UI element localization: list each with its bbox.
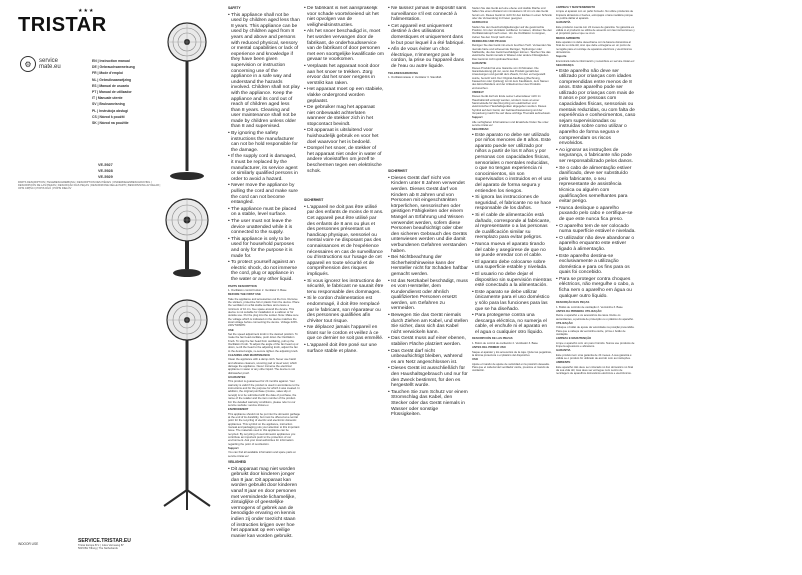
safety-bullet: • Ne laissez jamais le dispositif sans surveillance s'il est connecté à l'alimentation. bbox=[388, 6, 468, 23]
safety-bullet: • Si ignora las instrucciones de seguridad, el fabricante no se hace responsable de los daños. bbox=[472, 195, 552, 212]
safety-bullet: • This appliance is only to be used for household purposes and only for the purpose it is made for. bbox=[228, 237, 300, 259]
safety-bullet: • Ist das Netzkabel beschädigt, muss es vom Hersteller, dem Kundendienst oder ähnlich qualifizierten Personen ersetzt werden, um Gefahren zu vermeiden. bbox=[388, 279, 468, 313]
section-heading: GARANTIA bbox=[556, 349, 571, 353]
model-number: VE-5927 bbox=[98, 163, 113, 167]
language-item: NL | Gebruiksaanwijzing bbox=[92, 77, 132, 82]
section-heading: SAFETY bbox=[228, 6, 241, 10]
section-heading: ANTES DA PRIMEIRA UTILIZAÇÃO bbox=[556, 309, 602, 313]
address-line: 5015 BH Tilburg | The Netherlands bbox=[78, 547, 118, 551]
section-heading: USO bbox=[472, 358, 478, 362]
section-text: Este producto cuenta con 24 meses de garantía. Su garantía es válida si el producto se utiliza de acuerdo con las instrucciones y el propósito para el que se creó. bbox=[556, 25, 635, 36]
section-heading: REINIGUNG UND PFLEGE bbox=[472, 40, 507, 44]
section-heading: UTILIZAÇÃO bbox=[556, 321, 573, 325]
safety-bullet: • Si vous ignorez les instructions de sécurité, le fabricant ne saurait être tenu responsable des dommages. bbox=[304, 279, 384, 296]
model-number: VE-5929 bbox=[98, 175, 113, 179]
safety-bullet: • L'appareil ne doit pas être utilisé par des enfants de moins de 8 ans. Cet appareil peut être utilisé par des enfants de 8 ans ou plus et des personnes présentant un handicap physique, sensoriel ou mental voire ne disposant pas des connaissances et de l'expérience nécessaires en cas de surveillance ou d'instructions sur l'usage de cet appareil en toute sécurité et de compréhension des risques impliqués. bbox=[304, 205, 384, 278]
safety-bullet: • Das Gerät darf nicht unbeaufsichtigt bleiben, während es am Netz angeschlossen ist. bbox=[388, 349, 468, 366]
section-heading: DESCRIÇÃO DAS PEÇAS bbox=[556, 301, 590, 305]
section-text: This appliance should not be put into the domestic garbage at the end of its durability, but must be offered at a central point for the recycling of electric and electronic domestic appliances. This symbol on the appliance, instruction manual and packaging puts your attention to this important issue. The materials used in this appliance can be recycled. By recycling of used domestic appliances you contribute an important push to the protection of our environment. Ask your local authorities for information regarding the point of recollection. bbox=[228, 412, 300, 446]
section-heading: UMWELT bbox=[472, 90, 484, 94]
language-item: SK | Návod na použitie bbox=[92, 121, 129, 126]
safety-bullet: • Para se proteger contra choques eléctricos, não mergulhe o cabo, a ficha nem o aparelho em água ou qualquer outro líquido. bbox=[556, 277, 636, 299]
indoor-use-label: INDOOR USE bbox=[18, 542, 39, 546]
tristar-logo: TRISTAR bbox=[18, 14, 107, 36]
safety-bullet: • Bei Nichtbeachtung der Sicherheitshinweise kann der Hersteller nicht für Schäden haftbar gemacht werden. bbox=[388, 255, 468, 277]
section-text: 1. Botão de controlo de oscilação 2. Ventoinha 3. Base bbox=[556, 305, 623, 309]
section-heading: TEILEBESCHREIBUNG bbox=[388, 71, 419, 75]
section-text: Clean the appliance with a damp cloth. Never use harsh and abrasive cleaners, scouring pad or steel wool, which damage the appliance. Never immerse the electrical appliance in water or any other liquid. The device is not dishwasher proof. bbox=[228, 358, 297, 375]
column-nl-fr bbox=[304, 6, 384, 571]
section-heading: SICHERHEIT bbox=[304, 198, 324, 203]
safety-bullet: • El aparato debe colocarse sobre una superficie estable y nivelada. bbox=[472, 260, 552, 271]
section-heading: GUARANTEE bbox=[228, 376, 246, 380]
section-heading: LIMPEZA E MANUTENÇÃO bbox=[556, 337, 592, 341]
section-heading: ENVIRONMENT bbox=[228, 408, 249, 412]
safety-bullet: • This appliance shall not be used by children aged less than 8 years. This appliance can be used by children aged from 8 years and above and persons with reduced physical, sensory or mental capabilities or lack of experience and knowledge if they have been given supervision or instruction concerning use of the appliance in a safe way and understand the hazards involved. Children shall not play with the appliance. Keep the appliance and its cord out of reach of children aged less than 8 years. Cleaning and user maintenance shall not be made by children unless older than 8 and supervised. bbox=[228, 13, 300, 130]
safety-bullet: • El usuario no debe dejar el dispositivo sin supervisión mientras esté conectado a la alimentación. bbox=[472, 272, 552, 289]
safety-bullet: • Si el cable de alimentación está dañado, corresponde al fabricante, al representante o a las personas de cualificación similar su reemplazo para evitar peligros. bbox=[472, 213, 552, 241]
address-line: Tristar Europe B.V. | Jules Verneweg 87 bbox=[78, 544, 124, 547]
section-heading: PARTS DESCRIPTION bbox=[228, 284, 257, 288]
safety-bullet: • Het apparaat moet op een stabiele, vlakke ondergrond worden geplaatst. bbox=[304, 87, 384, 104]
section-heading: SEGURIDAD bbox=[472, 128, 489, 132]
safety-bullet: • Este aparelho não deve ser utilizado por crianças com idades compreendidas entre menos de 8 anos. Este aparelho pode ser utilizado por crianças com mais de 8 anos e por pessoas com capacidades físicas, sensoriais ou mentais reduzidas, ou com falta de experiência e conhecimentos, caso sejam supervisionadas ou instruídas sobre como utilizar o aparelho de forma segura e compreendam os riscos envolvidos. bbox=[556, 69, 636, 147]
safety-bullet: • Das Gerät muss auf einer ebenen, stabilen Fläche platziert werden. bbox=[388, 336, 468, 347]
section-text: Set the speed adjustment knob in the desired position. To make the fan head oscillate, push down the Oscillation Knob. To stop the fan head from oscillating, pull up the Oscillation Knob. To adjust the angle of the fan head up or down, re-tilt the head to the adjusting knob, adjust the fan to the desired angle, re-secure tighten the adjusting knob. bbox=[228, 332, 299, 353]
language-item: DE | Gebrauchsanweisung bbox=[92, 65, 135, 70]
brand-sidebar bbox=[18, 8, 161, 564]
section-text: 1. Oscillation control button 2. Ventilator 3. Base bbox=[228, 288, 287, 292]
pedestal-fan-1-image bbox=[168, 23, 206, 180]
safety-bullet: • Nunca mueva el aparato tirando del cable y asegúrese de que no se puede enredar con el cable. bbox=[472, 242, 552, 259]
safety-bullet: • Ao ignorar as instruções de segurança, o fabricante não pode ser responsabilizado pelos danos. bbox=[556, 148, 636, 165]
language-item: SV | Bruksanvisning bbox=[92, 102, 125, 107]
safety-bullet: • Dit apparaat is uitsluitend voor huishoudelijk gebruik en voor het doel waarvoor het is bedoeld. bbox=[304, 128, 384, 145]
safety-bullet: • Als het snoer beschadigd is, moet het worden vervangen door de fabrikant, de onderhoudsservice van de fabrikant of door personen met een soortgelijke kwalificatie om gevaar te voorkomen. bbox=[304, 29, 384, 63]
section-heading: Support bbox=[228, 446, 239, 450]
section-text: Este aparelho não deve ser colocado no lixo doméstico no final da sua vida útil, mas deve ser entregue num centro de reciclagem de aparelhos domésticos eléctricos e electrónicos. bbox=[556, 365, 634, 376]
column-de-es bbox=[472, 6, 552, 571]
language-item: EN | Instruction manual bbox=[92, 59, 130, 63]
safety-bullet: • Dompel het snoer, de stekker of het apparaat niet onder in water of andere vloeistoffen om jezelf te beschermen tegen een elektrische schok. bbox=[304, 146, 384, 174]
safety-bullet: • To protect yourself against an electric shock, do not immerse the cord, plug or appliance in the water or any other liquid. bbox=[228, 260, 300, 282]
service-url: SERVICE.TRISTAR.EU bbox=[78, 538, 131, 544]
section-text: Limpie el aparato con un paño húmedo. No utilice productos de limpieza abrasivos o fuertes, estropajos o lana metálica porque se podría dañar el aparato. bbox=[556, 10, 634, 21]
section-text: 1. Oszillationstaste 2. Ventilator 3. Standfuß bbox=[388, 75, 442, 79]
service-icon: ⚙ bbox=[20, 56, 36, 72]
safety-bullet: • Afin de vous éviter un choc électrique, n'immergez pas le cordon, la prise ou l'appareil dans de l'eau ou autre liquide. bbox=[388, 47, 468, 69]
section-heading: CLEANING AND MAINTENANCE bbox=[228, 354, 271, 358]
section-text: Dieses Gerät darf am Ende seiner Lebensdauer nicht im Haushaltsmüll entsorgt werden, sondern muss an einer Sammelstelle für das Recycling von elektrischen und elektronischen Haushaltsgeräten abgegeben werden. Dieses Symbol auf dem Gerät, der Gebrauchsanweisung und der Verpackung macht Sie auf diese wichtige Thematik aufmerksam. bbox=[472, 95, 551, 115]
safety-bullet: • Para protegerse contra una descarga eléctrica, no sumerja el cable, el enchufe ni el aparato en el agua o cualquier otro líquido. bbox=[472, 313, 552, 335]
safety-bullet: • Dieses Gerät ist ausschließlich für den Haushaltsgebrauch und nur für den Zweck bestimmt, für den es hergestellt wurde. bbox=[388, 366, 468, 388]
language-item: IT | Manuale utente bbox=[92, 96, 123, 101]
language-item: FR | Mode d'emploi bbox=[92, 71, 123, 76]
safety-bullet: • By ignoring the safety instructions the manufacturer can not be hold responsible for the damage. bbox=[228, 131, 300, 153]
safety-bullet: • If the supply cord is damaged, it must be replaced by the manufacturer, its service agent or similarly qualified persons in order to avoid a hazard. bbox=[228, 154, 300, 182]
section-heading: MEDIO AMBIENTE bbox=[556, 36, 581, 40]
language-item: CS | Návod k použití bbox=[92, 114, 125, 119]
section-text: This product is guaranteed for 24 months against. Your warranty is valid if the product is used in accordance to the instructions and for the purpose for which it was created. In addition, the original purchase (invoice, sales slip or receipt) is to be submitted with the date of purchase, the name of the retailer and the item number of the product. For the detailed warranty conditions, please refer to our service website: service.tristar.eu bbox=[228, 380, 300, 407]
model-list bbox=[98, 162, 113, 180]
section-text: Dieses Produkt hat eine Garantie von 24 Monaten. Die Garantieleistung gilt nur, wenn das Produkt gemäß den Anweisungen und gemäß dem Zweck, für den es hergestellt wurde, benutzt wird. Der Original-Kaufbeleg (Rechnung, Kassenbon oder Quittung) ist mit dem Kaufdatum, dem Namen des Einzelhändlers und der Artikelnummer des Produkts einzureichen. bbox=[472, 66, 549, 90]
service-badge bbox=[20, 56, 61, 72]
section-text: You can find all available information and spare parts at service.tristar.eu! bbox=[228, 451, 296, 458]
section-heading: AMBIENTE bbox=[556, 361, 571, 365]
language-item: ES | Manual de usuario bbox=[92, 83, 130, 88]
fan-product-images bbox=[150, 20, 225, 540]
section-heading: GARANTÍA bbox=[556, 21, 571, 25]
model-number: VE-5928 bbox=[98, 169, 113, 173]
section-heading: GEBRAUCH bbox=[472, 21, 488, 25]
section-heading: ANTES DEL PRIMER USO bbox=[472, 346, 506, 350]
section-text: Stellen Sie das Gerät auf eine ebene und stabile Fläche und halten Sie einen Abstand von mindestens 10 cm um das Gerät herum ein. Dieses Gerät ist nicht für den Einbau in einen Schrank oder die Verwendung im Freien geeignet. bbox=[472, 7, 552, 21]
section-text: 1. Botón de control de oscilación 2. Ventilador 3. Base bbox=[472, 341, 538, 345]
safety-bullet: • Dit apparaat mag niet worden gebruikt door kinderen jonger dan 8 jaar. Dit apparaat kan worden gebruikt door kinderen vanaf 8 jaar en door personen met verminderde lichamelijke, zintuiglijke of geestelijke vermogens of gebrek aan de benodigde ervaring en kennis indien zij onder toezicht staan of instructies krijgen over hoe het apparaat op een veilige manier kan worden gebruikt. bbox=[228, 467, 300, 540]
section-heading: Support bbox=[472, 116, 483, 120]
safety-bullet: • Este aparato no debe ser utilizado por niños menores de 8 años. Este aparato puede ser utilizado por niños a partir de los 8 años y por personas con capacidades físicas, sensoriales o mentales reducidas, o que no tengan experiencia ni conocimientos, sin son supervisados o instruidos en el uso del aparato de forma segura y entienden los riesgos. bbox=[472, 133, 552, 195]
safety-bullet: • Nunca desloque o aparelho puxando pelo cabo e certifique-se de que este nunca fica preso. bbox=[556, 206, 636, 223]
section-text: Limpe o aparelho com um pano húmido. Nunca use produtos de limpeza agressivos e abrasivos. bbox=[556, 341, 635, 349]
safety-bullet: • Este aparelho destina-se exclusivamente a utilização doméstica e para os fins para os quais foi concebido. bbox=[556, 254, 636, 276]
section-text: Reinigen Sie das Gerät mit einem feuchten Tuch. Verwenden Sie niemals harte und scheuernde Reiniger, Topfreiniger oder Stahlwolle, die das Gerät beschädigen können. Tauchen Sie das elektrische Gerät niemals in Wasser oder andere Flüssigkeiten. Das Gerät ist nicht spülmaschinenfest. bbox=[472, 44, 552, 61]
safety-bullet: • De fabrikant is niet aansprakelijk voor schade voortvloeiend uit het niet opvolgen van de veiligheidsinstructies. bbox=[304, 6, 384, 28]
column-fr-de bbox=[388, 6, 468, 571]
section-text: Ajuste el mando de ajuste de velocidad en la posición deseada. Para que el cabezal del ventilador oscile, presione el mando de oscilación. bbox=[472, 362, 550, 373]
safety-bullet: • Si le cordon d'alimentation est endommagé, il doit être remplacé par le fabricant, son réparateur ou des personnes qualifiées afin d'éviter tout risque. bbox=[304, 296, 384, 324]
section-text: Retire o aparelho e os acessórios da caixa. Retire os autocolantes, a película de protecção ou o plástico do aparelho. bbox=[556, 314, 634, 321]
safety-bullet: • Este aparato se debe utilizar únicamente para el uso doméstico y sólo para las funciones para las que se ha diseñado. bbox=[472, 290, 552, 312]
desk-fan-image bbox=[166, 199, 208, 277]
safety-bullet: • Ne déplacez jamais l'appareil en tirant sur le cordon et veillez à ce que ce dernier ne soit pas emmêlé. bbox=[304, 325, 384, 342]
section-heading: BEFORE THE FIRST USE bbox=[228, 293, 261, 297]
safety-bullet: • Dieses Gerät darf nicht von Kindern unter 8 Jahren verwendet werden. Dieses Gerät darf von Kindern ab 8 Jahren und von Personen mit eingeschränkten körperlichen, sensorischen oder geistigen Fähigkeiten oder einem Mangel an Erfahrung und Wissen verwendet werden, sofern diese Personen beaufsichtigt oder über den sicheren Gebrauch des Geräts unterwiesen werden und die damit verbundenen Gefahren verstanden haben. bbox=[388, 176, 468, 254]
language-item: PL | Instrukcja obsługi bbox=[92, 108, 129, 113]
section-heading: LIMPIEZA Y MANTENIMIENTO bbox=[556, 6, 596, 9]
parts-description-languages: PARTS DESCRIPTION | TEILEBESCHREIBUNG | DESCRIPTION DES PIÈCES | ONDERDELENBESCHRIJVING | DESCRIPCIÓN DE LAS PIEZAS | DESCRIÇÃO DAS PEÇAS | DESCRIZIONE DELLE PARTI | BESKRIVNING AV DELAR | OPIS CZĘŚCI | POPIS DÍLŮ | POPIS DIELOV bbox=[18, 181, 161, 191]
section-heading: Soporte bbox=[556, 55, 567, 59]
safety-bullet: • O utilizador não deve abandonar o aparelho enquanto este estiver ligado à alimentação. bbox=[556, 236, 636, 253]
language-list bbox=[92, 58, 135, 126]
section-text: Este produto tem uma garantia de 24 meses. A sua garantia é válida se o produto for utilizado de acordo com as instruções. bbox=[556, 353, 632, 361]
section-text: Stellen Sie den Geschwindigkeitsregler auf die gewünschte Position. Um den Ventilator oszillieren zu lassen, drücken Sie den Oszillationsknopf nach unten. Um die Oszillation zu stoppen, ziehen Sie den Knopf nach oben. bbox=[472, 25, 552, 39]
section-heading: GARANTIE bbox=[472, 62, 487, 66]
safety-bullet: • Verplaats het apparaat nooit door aan het snoer te trekken. Zorg ervoor dat het snoer nergens in verstrikt kan raken. bbox=[304, 64, 384, 86]
logo-stars-icon: ★★★ bbox=[78, 8, 95, 14]
safety-bullet: • Never move the appliance by pulling the cord and make sure the cord can not become entangled. bbox=[228, 183, 300, 205]
stand-fan-image bbox=[164, 300, 210, 510]
section-text: Take the appliance and accessories out the box. Remove the stickers, protective foil or plastic from the device. Place the ventilator on a flat stable surface and ensure a minimum of 10 cm. free space around the device. This device is not suitable for installation in a cabinet or for outside use. Put the plug into the socket. Note: Make sure the voltage which is indicated on the device matches the local voltage before connecting the device. Voltage 220V-240V 50/60Hz. bbox=[228, 297, 300, 328]
section-heading: SICHERHEIT bbox=[388, 169, 408, 174]
section-text: Alle verfügbaren Informationen und Ersatzteile finden Sie unter service.tristar.eu! bbox=[472, 120, 549, 127]
safety-bullet: • The user must not leave the device unattended while it is connected to the supply. bbox=[228, 219, 300, 236]
footer-contact bbox=[78, 538, 148, 550]
section-text: Saque el aparato y los accesorios de la caja. Quite las pegatinas, la lámina protectora o el plástico del dispositivo. bbox=[472, 350, 552, 357]
safety-bullet: • Se o cabo de alimentação estiver danificado, deve ser substituído pelo fabricante, o seu representante de assistência técnica ou alguém com qualificações semelhantes para evitar perigo. bbox=[556, 166, 636, 205]
safety-bullet: • The appliance must be placed on a stable, level surface. bbox=[228, 207, 300, 218]
service-line2: mate.eu bbox=[39, 64, 61, 70]
safety-bullet: • O aparelho tem de ser colocado numa superfície estável e nivelada. bbox=[556, 224, 636, 235]
language-item: PT | Manual de utilizador bbox=[92, 90, 132, 95]
safety-bullet: • Cet appareil est uniquement destiné à des utilisations domestiques et uniquement dans le but pour lequel il a été fabriqué. bbox=[388, 24, 468, 46]
section-heading: SEGURANÇA bbox=[556, 64, 574, 68]
section-heading: USE bbox=[228, 328, 234, 332]
column-es-pt bbox=[556, 6, 636, 571]
section-text: Este aparato no debe desecharse con la basura doméstica al final de su vida útil, sino que debe entregarse en un punto de recogida para el reciclaje de aparatos eléctricos y electrónicos domésticos. bbox=[556, 41, 632, 55]
section-text: Encontrará toda la información y recambios en service.tristar.eu! bbox=[556, 59, 635, 63]
section-heading: VEILIGHEID bbox=[228, 460, 247, 464]
safety-bullet: • De gebruiker mag het apparaat niet onbewaakt achterlaten wanneer de stekker zich in het stopcontact bevindt. bbox=[304, 105, 384, 127]
section-text: Coloque o botão de ajuste da velocidade na posição pretendida. Para que a cabeça da ventoinha oscile, prima o botão de oscilação. bbox=[556, 326, 635, 336]
column-en bbox=[228, 6, 300, 571]
safety-bullet: • Tauchen Sie zum Schutz vor einem Stromschlag das Kabel, den Stecker oder das Gerät niemals in Wasser oder sonstige Flüssigkeiten. bbox=[388, 390, 468, 418]
safety-bullet: • Bewegen Sie das Gerät niemals durch Ziehen am Kabel, und stellen Sie sicher, dass sich das Kabel nicht verwickeln kann. bbox=[388, 313, 468, 335]
service-line1: service bbox=[39, 58, 59, 64]
section-heading: DESCRIPCIÓN DE LAS PIEZAS bbox=[472, 337, 513, 341]
safety-bullet: • L'appareil doit être posé sur une surface stable et plane. bbox=[304, 343, 384, 354]
